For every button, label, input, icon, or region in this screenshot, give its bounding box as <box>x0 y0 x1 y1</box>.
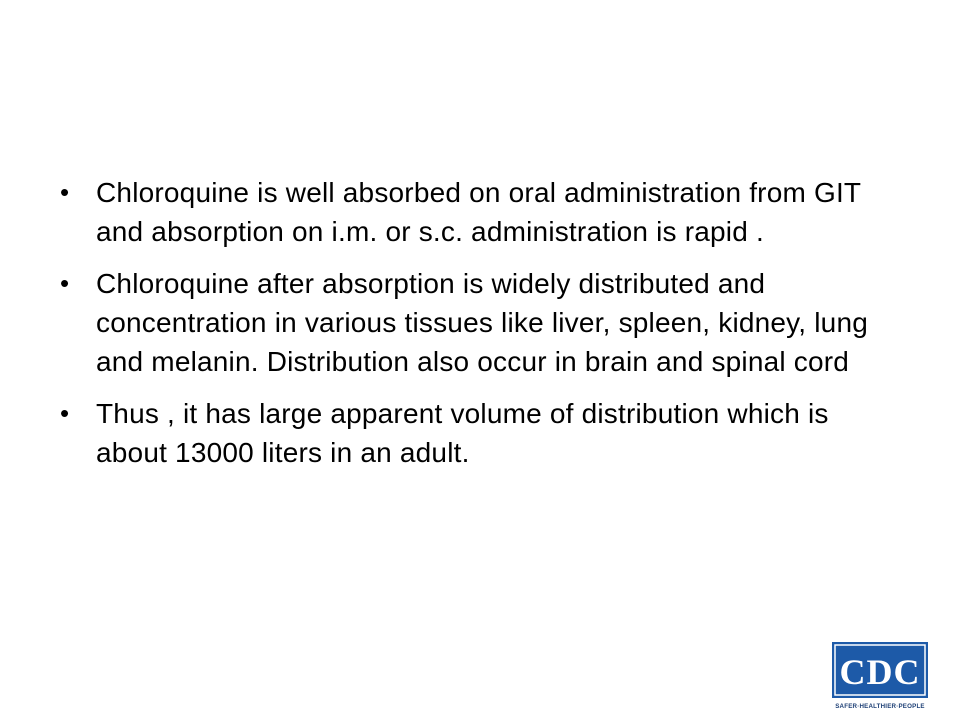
bullet-item-3 <box>60 394 900 472</box>
bullet-text: Thus , it has large apparent volume of distribution which is about 13000 liters in an adult. <box>96 398 829 468</box>
bullet-dot: • <box>60 268 70 298</box>
cdc-logo <box>830 640 930 712</box>
bullet-dot: • <box>60 398 70 428</box>
svg-text:SAFER·HEALTHIER·PEOPLE: SAFER·HEALTHIER·PEOPLE <box>835 703 925 710</box>
svg-text:CDC: CDC <box>839 652 921 692</box>
bullet-dot: • <box>60 177 70 207</box>
bullet-text: Chloroquine after absorption is widely distributed and concentration in various tissues like liver, spleen, kidney, lung and melanin. Distribution also occur in brain and spinal cord <box>96 268 868 377</box>
bullet-item-1 <box>60 173 900 251</box>
bullet-text: Chloroquine is well absorbed on oral administration from GIT and absorption on i.m. or s.c. administration is rapid . <box>96 177 861 247</box>
bullet-list <box>60 173 900 485</box>
bullet-item-2 <box>60 264 900 381</box>
